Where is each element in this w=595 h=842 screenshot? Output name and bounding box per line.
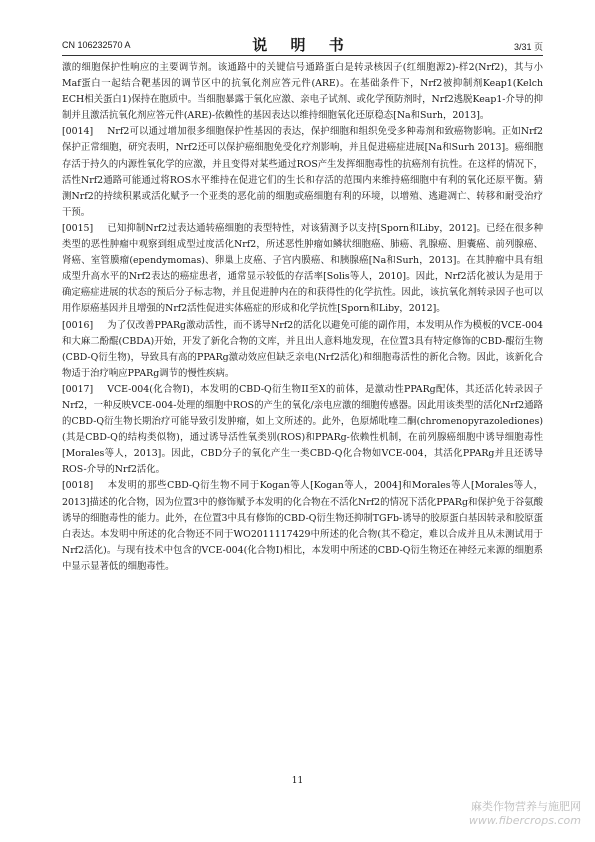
page-number: 11: [291, 776, 304, 786]
paragraph-number: [0015]: [62, 222, 94, 234]
watermark-site-name: 麻类作物营养与施肥网: [471, 800, 581, 813]
paragraph-0014: [62, 124, 543, 221]
paragraph-0018: [62, 478, 543, 575]
watermark-url: www.fibercrops.com: [468, 814, 581, 827]
paragraph-text: 本发明的那些CBD-Q衍生物不同于Kogan等人[Kogan等人，2004]和Morales等人[Morales等人，2013]描述的化合物，因为位置3中的修饰赋予本发明的化合物在不活化Nrf2的情况下活化PPARg和保护免于谷氨酸诱导的细胞毒性的能力。此外，在位置3中具有修饰的CBD-Q衍生物还抑制TGFb-诱导的胶原蛋白基因转录和胶原蛋白表达。本发明中所述的化合物还不同于WO2011117429中所述的化合物(其不稳定，难以合成并且从未测试用于Nrf2活化)。与现有技术中包含的VCE-004(化合物I)相比，本发明中所述的CBD-Q衍生物还在神经元来源的细胞系中显示显著低的细胞毒性。: [62, 480, 543, 572]
paragraph-0015: [62, 221, 543, 318]
lead-paragraph: 激的细胞保护性响应的主要调节剂。该通路中的关键信号通路蛋白是转录核因子(红细胞源2)-样2(Nrf2)，其与小Maf蛋白一起结合靶基因的调节区中的抗氧化剂应答元件(ARE)。在基础条件下，Nrf2被抑制剂Keap1(Kelch ECH相关蛋白1)保持在胞质中。当细胞暴露于氧化应激、亲电子试剂、或化学预防剂时，Nrf2逃脱Keap1-介导的抑制并且激活抗氧化剂应答元件(ARE)-依赖性的基因表达以维持细胞氧化还原稳态[Na和Surh，2013]。: [62, 62, 543, 122]
paragraph-text: Nrf2可以通过增加很多细胞保护性基因的表达，保护细胞和组织免受多种毒剂和致癌物影响。正如Nrf2保护正常细胞，研究表明，Nrf2还可以保护癌细胞免受化疗剂影响，并且促进癌症进展[Na和Surh 2013]。癌细胞存活于持久的内源性氧化学的应激，并且变得对某些通过ROS产生发挥细胞毒性的抗癌剂有抗性。在这样的情况下，活性Nrf2通路可能通过将ROS水平维持在促进它们的生长和存活的范围内来维持癌细胞中有利的氧化还原平衡。猜测Nrf2的持续积累或活化赋予一个亚类的恶化前的细胞或癌细胞有利的环境，以增殖、逃避凋亡、转移和耐受治疗干预。: [62, 126, 543, 218]
document-title: 说 明 书: [252, 36, 353, 54]
paragraph-text: 已知抑制Nrf2过表达通转癌细胞的表型特性，对该猜测予以支持[Sporn和Liby，2012]。已经在很多种类型的恶性肿瘤中观察到组成型过度活化Nrf2，所述恶性肿瘤如鳞状细胞癌、肺癌、乳腺癌、胆囊癌、前列腺癌、肾癌、室管膜瘤(ependymomas)、卵巢上皮癌、子宫内膜癌、和胰腺癌[Na和Surh，2013]。在其肿瘤中具有组成型升高水平的Nrf2表达的癌症患者，通常显示较低的存活率[Solis等人，2010]。因此，Nrf2活化被认为是用于确定癌症进展的状态的预后分子标志物，并且促进肿内在的和获得性的化学抗性。因此，该抗氧化剂转录因子也可以用作原癌基因并且增强的Nrf2活性促进实体癌症的形成和化学抗性[Sporn和Liby，2012]。: [62, 222, 543, 315]
page-counter: 3/31 页: [513, 42, 543, 52]
paragraph-number: [0016]: [62, 319, 94, 331]
paragraph-0016: [62, 318, 543, 382]
paragraph-number: [0017]: [62, 383, 94, 395]
site-watermark: [469, 800, 581, 828]
header-divider: [62, 55, 543, 56]
publication-number: CN 106232570 A: [62, 40, 131, 50]
paragraph-number: [0018]: [62, 480, 94, 492]
paragraph-text: VCE-004(化合物I)，本发明的CBD-Q衍生物II至X的前体，是激动性PPARg配体，其还活化转录因子Nrf2，一种反映VCE-004-处理的细胞中ROS的产生的氧化/亲电应激的细胞传感器。因此用该类型的活化Nrf2通路的CBD-Q衍生物长期治疗可能导致引发肿瘤，如上文所述的。此外，色原烯吡喹二酮(chromenopyrazolediones)(其是CBD-Q的结构类似物)，通过诱导活性氧类别(ROS)和PPARg-依赖性机制，在前列腺癌细胞中诱导细胞毒性[Morales等人，2013]。因此，CBD分子的氧化产生一类CBD-Q化合物如VCE-004，其活化PPARg并且还诱导ROS-介导的Nrf2活化。: [62, 383, 543, 476]
paragraph-text: 为了仅改善PPARg激动活性，而不诱导Nrf2的活化以避免可能的副作用，本发明从作为模板的VCE-004和大麻二酚醌(CBDA)开始，开发了新化合物的文库，并且出人意料地发现，在位置3具有特定修饰的CBD-醌衍生物(CBD-Q衍生物)，导致具有高的PPARg激动效应但缺乏亲电(Nrf2活化)和细胞毒活性的新化合物。因此，该新化合物适于治疗响应PPARg调节的慢性疾病。: [62, 319, 543, 379]
paragraph-0017: [62, 382, 543, 479]
document-body: [62, 60, 543, 575]
page-header: [62, 34, 543, 54]
paragraph-number: [0014]: [62, 126, 94, 138]
